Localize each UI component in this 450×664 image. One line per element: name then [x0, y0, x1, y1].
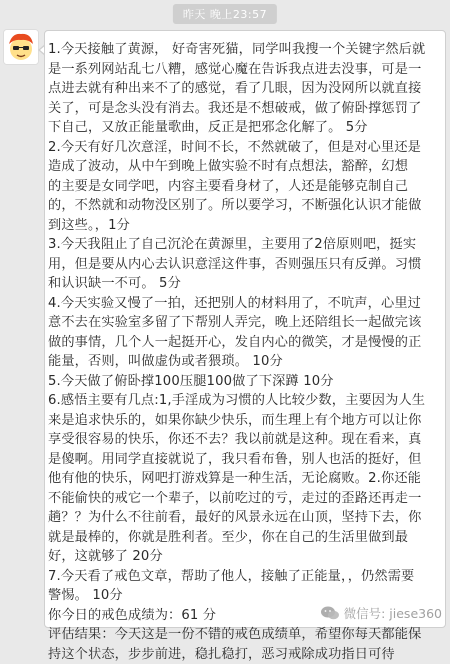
message-line: 是一系列网站乱七八糟，感觉心魔在告诉我点进去没事，可是一 — [48, 60, 437, 80]
message-line: 你今日的戒色成绩为：61 分 — [48, 606, 437, 626]
message-line: 趟？？为什么不往前看，最好的风景永远在山顶，坚持下去，你 — [48, 508, 437, 528]
message-line: 到这些。，1分 — [48, 216, 437, 236]
message-line: 3.今天我阻止了自己沉沦在黄源里，主要用了2倍原则吧，挺实 — [48, 235, 437, 255]
message-line: 评估结果：今天这是一份不错的戒色成绩单，希望你每天都能保 — [48, 625, 437, 645]
message-line: 造成了波动，从中午到晚上做实验不时有点想法，豁醉，幻想 — [48, 157, 437, 177]
message-line: 关了，可是念头没有消去。我还是不想破戒，做了俯卧撑惩罚了 — [48, 99, 437, 119]
message-line: 下自己，又放正能量歌曲，反正是把邪念化解了。 5分 — [48, 118, 437, 138]
message-line: 是傻啊。用同学直接就说了，我只看布鲁，别人也活的挺好，但 — [48, 450, 437, 470]
watermark — [320, 604, 442, 622]
message-line: 不能偷快的戒它一个辈子，以前吃过的亏，走过的歪路还再走一 — [48, 489, 437, 509]
message-line: 享受很容易的快乐，你还不去？我以前就是这种。现在看来，真 — [48, 430, 437, 450]
message-line: 的主要是女同学吧，内容主要看身材了，人还是能够克制自己 — [48, 177, 437, 197]
message-line: 持这个状态，步步前进，稳扎稳打，恶习戒除成功指日可待 — [48, 645, 437, 664]
message-line: 点进去就有种出来不了的感觉，看了几眼，因为没网所以就直接 — [48, 79, 437, 99]
message-bubble[interactable] — [44, 30, 446, 628]
timestamp-label: 昨天 晚上23:57 — [173, 4, 277, 24]
wechat-icon — [320, 605, 340, 621]
message-line: 的，不然就和动物没区别了。所以要学习，不断强化认识才能做 — [48, 196, 437, 216]
message-line: 做的事情，几个人一起挺开心，发自内心的微笑，才是慢慢的正 — [48, 333, 437, 353]
message-line: 5.今天做了俯卧撑100压腿100做了下深蹲 10分 — [48, 372, 437, 392]
message-line: 用，但是要从内心去认识意淫这件事，否则强压只有反弹。习惯 — [48, 255, 437, 275]
message-line: 6.感悟主要有几点:1,手淫成为习惯的人比较少数，主要因为人生 — [48, 391, 437, 411]
message-line: 意不去在实验室多留了下帮别人弄完，晚上还陪组长一起做完该 — [48, 313, 437, 333]
message-line: 能量，否则，叫做虚伪或者猥琐。 10分 — [48, 352, 437, 372]
avatar[interactable] — [4, 30, 38, 64]
message-text — [48, 40, 437, 664]
message-line: 来是追求快乐的，如果你缺少快乐，而生理上有个地方可以让你 — [48, 411, 437, 431]
message-line: 他有他的快乐，网吧打游戏算是一种生活，无论腐败。2.你还能 — [48, 469, 437, 489]
message-line: 1.今天接触了黄源， 好奇害死猫，同学叫我搜一个关键字然后就 — [48, 40, 437, 60]
message-line: 和认识缺一不可。 5分 — [48, 274, 437, 294]
message-line: 4.今天实验又慢了一拍，还把别人的材料用了，不吭声，心里过 — [48, 294, 437, 314]
message-line: 7.今天看了戒色文章，帮助了他人，接触了正能量，，仍然需要 — [48, 567, 437, 587]
message-line: 就是最棒的，你就是胜利者。至少，你在自己的生活里做到最 — [48, 528, 437, 548]
message-line: 好，这就够了 20分 — [48, 547, 437, 567]
message-line: 警惕。 10分 — [48, 586, 437, 606]
avatar-cartoon-icon — [4, 30, 38, 64]
message-line: 2.今天有好几次意淫，时间不长，不然就破了，但是对心里还是 — [48, 138, 437, 158]
watermark-text: 微信号: jiese360 — [344, 604, 442, 622]
